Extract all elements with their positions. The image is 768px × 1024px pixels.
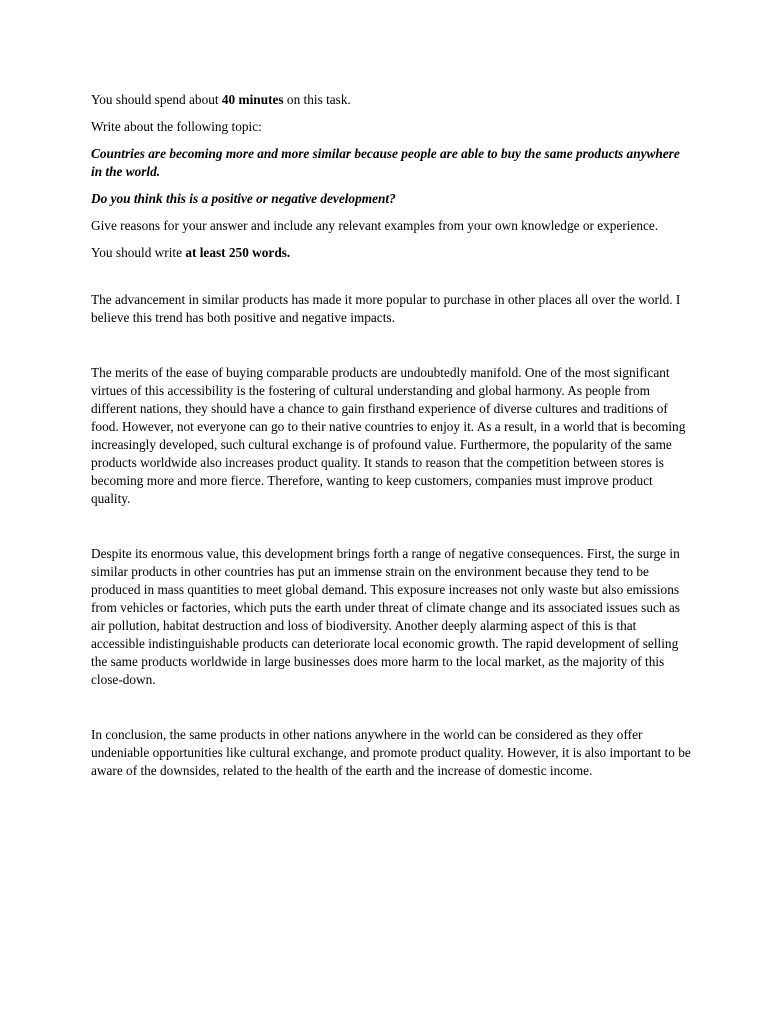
section-spacer — [91, 262, 691, 291]
topic-instruction: Write about the following topic: — [91, 119, 262, 134]
time-instruction — [91, 91, 691, 109]
essay-introduction: The advancement in similar products has made it more popular to purchase in other places all over the world. I believe this trend has both positive and negative impacts. — [91, 292, 681, 325]
essay-body-positive: The merits of the ease of buying comparable products are undoubtedly manifold. One of the most significant virtues of this accessibility is the fostering of cultural understanding and global harmony. As people from different nations, they should have a chance to gain firsthand experience of diverse cultures and traditions of food. However, not everyone can go to their native countries to enjoy it. As a result, in a world that is becoming increasingly developed, such cultural exchange is of profound value. Furthermore, the popularity of the same products worldwide also increases product quality. It stands to reason that the competition between stores is becoming more and more fierce. Therefore, wanting to keep customers, companies must improve product quality. — [91, 365, 686, 506]
words-prefix: You should write — [91, 245, 186, 260]
topic-statement: Countries are becoming more and more similar because people are able to buy the same products anywhere in the world. — [91, 146, 680, 179]
topic-question: Do you think this is a positive or negative development? — [91, 191, 396, 206]
time-prefix: You should spend about — [91, 92, 222, 107]
words-bold: at least 250 words. — [185, 245, 291, 260]
time-suffix: on this task. — [283, 92, 351, 107]
answer-guidance: Give reasons for your answer and include any relevant examples from your own knowledge or experience. — [91, 218, 659, 233]
word-count-instruction — [91, 244, 691, 262]
time-bold: 40 minutes — [221, 92, 284, 107]
essay-body-negative: Despite its enormous value, this development brings forth a range of negative consequences. First, the surge in similar products in other countries has put an immense strain on the environment because they tend to be produced in mass quantities to meet global demand. This exposure increases not only waste but also emissions from vehicles or factories, which puts the earth under threat of climate change and its associated issues such as air pollution, habitat destruction and loss of biodiversity. Another deeply alarming aspect of this is that accessible indistinguishable products can deteriorate local economic growth. The rapid development of selling the same products worldwide in large businesses does more harm to the local market, as the majority of this close-down. — [91, 546, 680, 687]
essay-conclusion: In conclusion, the same products in other nations anywhere in the world can be considered as they offer undeniable opportunities like cultural exchange, and promote product quality. However, it is also important to be aware of the downsides, related to the health of the earth and the increase of domestic income. — [91, 727, 691, 778]
document-page — [91, 91, 691, 780]
